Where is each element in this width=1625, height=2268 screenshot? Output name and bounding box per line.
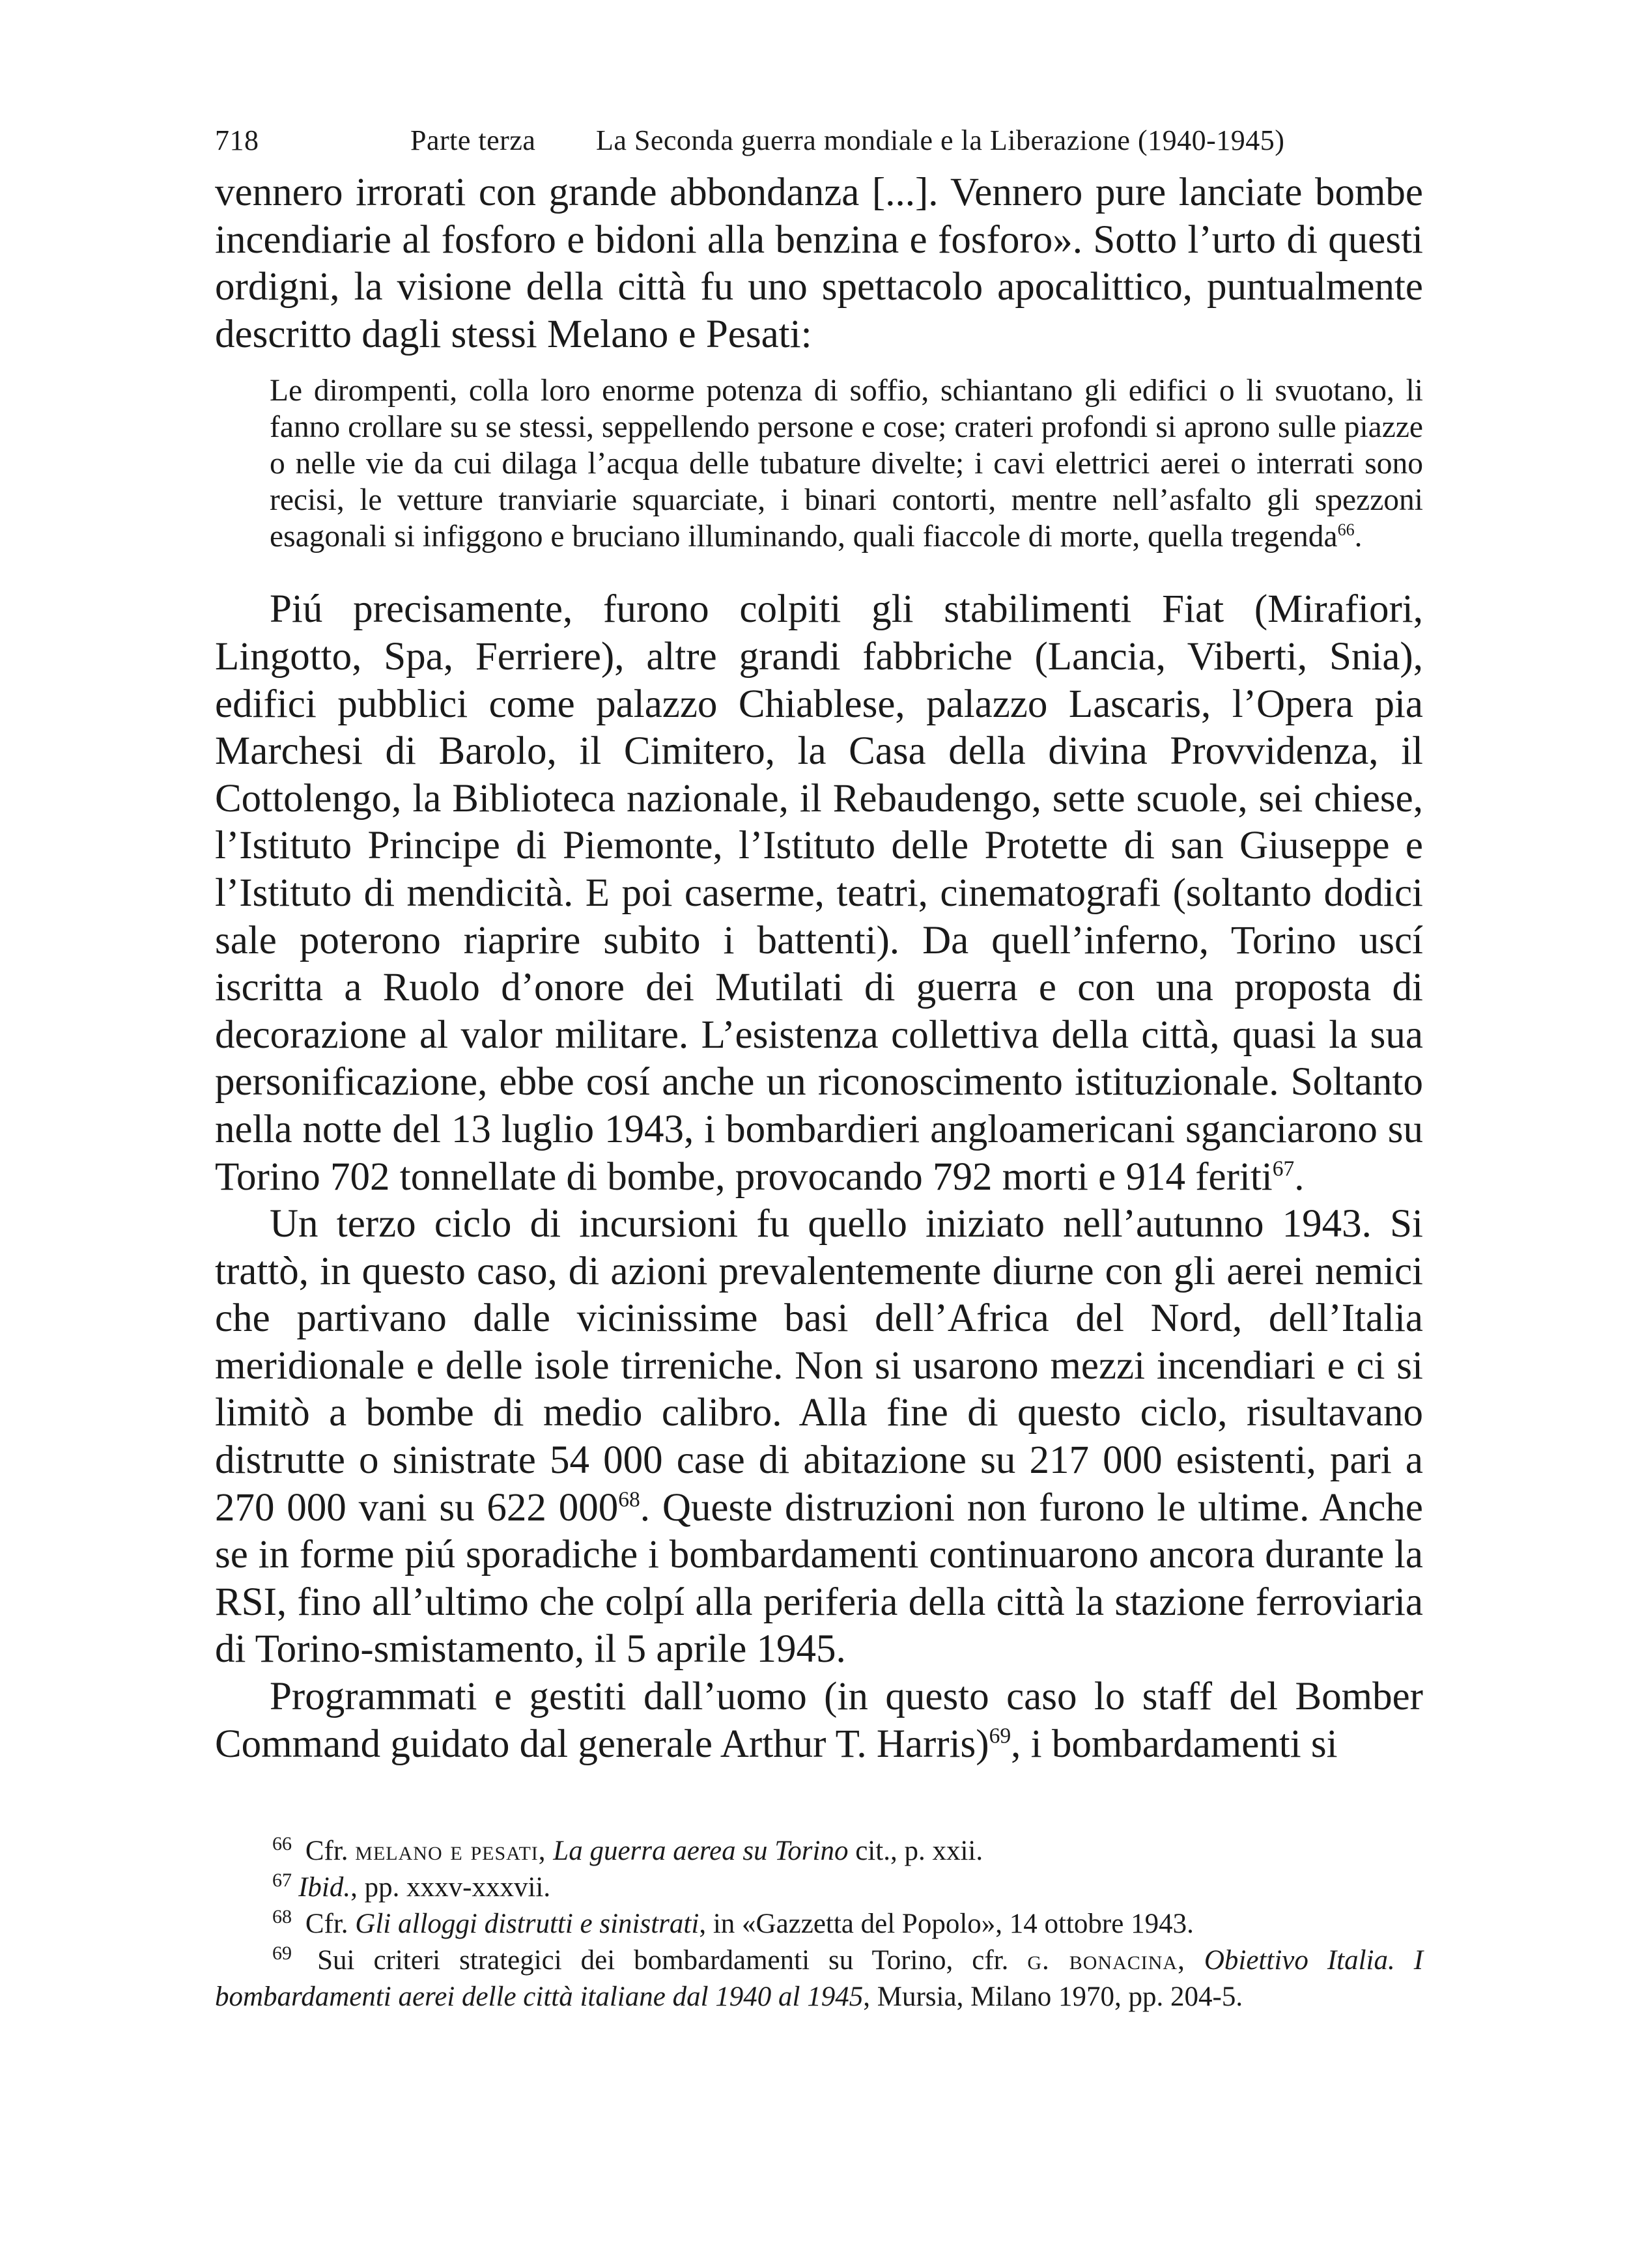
footnote-authors: g. bonacina,	[1027, 1945, 1185, 1976]
paragraph-punct: .	[1294, 1155, 1305, 1199]
body-text	[215, 169, 1423, 1768]
part-title: Parte terza	[410, 124, 536, 156]
footnote-text: Cfr.	[305, 1836, 348, 1866]
footnote-number: 67	[272, 1868, 292, 1891]
quote-punct: .	[1354, 520, 1363, 554]
quote-body	[270, 372, 1423, 555]
quote-text: Le dirompenti, colla loro enorme potenza di soffio, schiantano gli edifici o li svuotano, li fanno crollare su se stessi, seppellendo persone e cose; crateri profondi si aprono sulle piazze o nelle vie da cui dilaga l’acqua delle tubature divelte; i cavi elettrici aerei o interrati sono recisi, le vetture tranviarie squarciate, i binari contorti, mentre nell’asfalto gli spezzoni esagonali si infiggono e bruciano illuminando, quali fiaccole di morte, quella tregenda	[270, 374, 1423, 554]
footnote-69	[215, 1942, 1423, 2015]
paragraph-text: Piú precisamente, furono colpiti gli stabilimenti Fiat (Mirafiori, Lingotto, Spa, Ferriere), altre grandi fabbriche (Lancia, Viberti, Snia), edifici pubblici come palazzo Chiablese, palazzo Lascaris, l’Opera pia Marchesi di Barolo, il Cimitero, la Casa della divina Provvidenza, il Cottolengo, la Biblioteca nazionale, il Rebaudengo, sette scuole, sei chiese, l’Istituto Principe di Piemonte, l’Istituto delle Protette di san Giuseppe e l’Istituto di mendicità. E poi caserme, teatri, cinematografi (soltanto dodici sale poterono riaprire subito i battenti). Da quell’inferno, Torino uscí iscritta a Ruolo d’onore dei Mutilati di guerra e con una proposta di decorazione al valor militare. L’esistenza collettiva della città, quasi la sua personificazione, ebbe cosí anche un riconoscimento istituzionale. Soltanto nella notte del 13 luglio 1943, i bombardieri angloamericani sganciarono su Torino 702 tonnellate di bombe, provocando 792 morti e 914 feriti	[215, 587, 1423, 1199]
footnote-67	[215, 1869, 1423, 1906]
footnote-number: 66	[272, 1832, 292, 1855]
paragraph-text: Programmati e gestiti dall’uomo (in questo caso lo staff del Bomber Command guidato dal generale Arthur T. Harris)	[215, 1675, 1423, 1766]
page	[215, 124, 1423, 1768]
page-number: 718	[215, 124, 259, 156]
footnote-text: , Mursia, Milano 1970, pp. 204-5.	[863, 1981, 1243, 2012]
block-quote	[215, 372, 1423, 555]
footnote-68	[215, 1906, 1423, 1942]
paragraph-text: vennero irrorati con grande abbondanza [...]. Vennero pure lanciate bombe incendiarie al fosforo e bidoni alla benzina e fosforo». Sotto l’urto di questi ordigni, la visione della città fu uno spettacolo apocalittico, puntualmente descritto dagli stessi Melano e Pesati:	[215, 171, 1423, 356]
paragraph	[215, 586, 1423, 1201]
paragraph-text: Un terzo ciclo di incursioni fu quello iniziato nell’autunno 1943. Si trattò, in questo caso, di azioni prevalentemente diurne con gli aerei nemici che partivano dalle vicinissime basi dell’Africa del Nord, dell’Italia meridionale e delle isole tirreniche. Non si usarono mezzi incendiari e ci si limitò a bombe di medio calibro. Alla fine di questo ciclo, risultavano distrutte o sinistrate 54 000 case di abitazione su 217 000 esistenti, pari a 270 000 vani su 622 000	[215, 1202, 1423, 1530]
paragraph	[215, 169, 1423, 358]
footnote-text: Sui criteri strategici dei bombardamenti su Torino, cfr.	[317, 1945, 1009, 1976]
footnote-number: 69	[272, 1941, 292, 1964]
running-head	[215, 124, 1423, 169]
footnote-ref[interactable]: 66	[1337, 520, 1355, 540]
footnote-ref[interactable]: 67	[1272, 1156, 1295, 1181]
footnote-ref[interactable]: 69	[989, 1724, 1011, 1748]
footnote-text: , in «Gazzetta del Popolo», 14 ottobre 1943.	[699, 1909, 1194, 1939]
chapter-title: La Seconda guerra mondiale e la Liberazione (1940-1945)	[596, 124, 1285, 156]
footnote-authors: melano e pesati,	[355, 1836, 546, 1866]
footnote-text: , pp. xxxv-xxxvii.	[350, 1872, 551, 1903]
paragraph-text: . Queste distruzioni non furono le ultime. Anche se in forme piú sporadiche i bombardamenti continuarono ancora durante la RSI, fino all’ultimo che colpí alla periferia della città la stazione ferroviaria di Torino-smistamento, il 5 aprile 1945.	[215, 1485, 1423, 1672]
footnote-text: Cfr.	[305, 1909, 348, 1939]
footnote-text: cit., p. xxii.	[855, 1836, 983, 1866]
footnote-ref[interactable]: 68	[618, 1487, 640, 1512]
paragraph	[215, 1201, 1423, 1673]
paragraph-text: , i bombardamenti si	[1011, 1722, 1338, 1766]
footnote-title: Gli alloggi distrutti e sinistrati	[355, 1909, 699, 1939]
footnote-title: La guerra aerea su Torino	[553, 1836, 849, 1866]
footnote-number: 68	[272, 1905, 292, 1927]
footnote-title: Obiettivo Italia. I bombardamenti aerei delle città italiane dal 1940 al 1945	[215, 1945, 1424, 2012]
footnote-66	[215, 1833, 1423, 1869]
paragraph	[215, 1673, 1423, 1768]
footnote-title: Ibid.	[298, 1872, 351, 1903]
footnotes	[215, 1833, 1423, 2015]
